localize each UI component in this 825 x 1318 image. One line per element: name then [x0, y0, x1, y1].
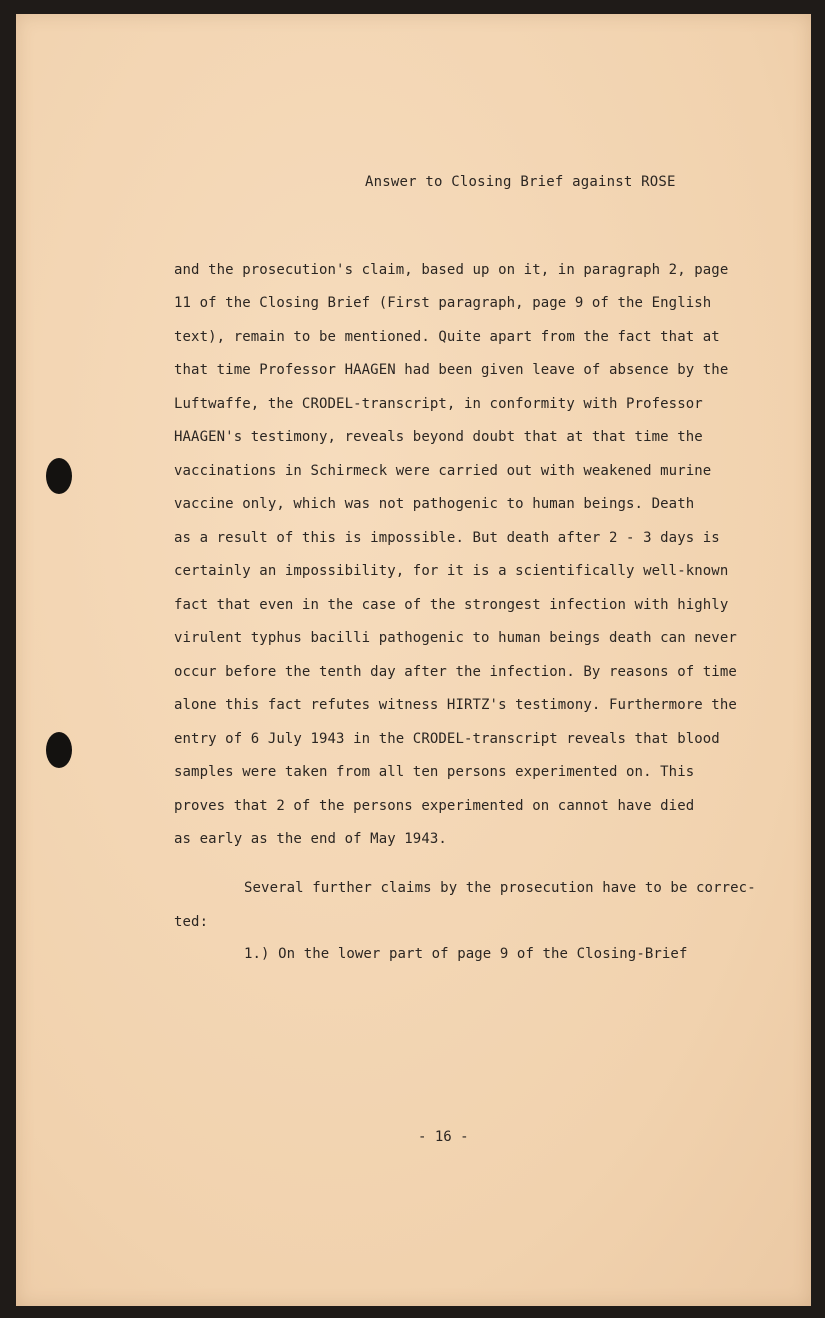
paragraph-2-line-1: Several further claims by the prosecution have to be correc-	[244, 880, 756, 896]
page-header: Answer to Closing Brief against ROSE	[365, 174, 676, 190]
paragraph-2-line-2: ted:	[174, 914, 209, 930]
body-line: vaccinations in Schirmeck were carried out with weakened murine	[174, 463, 712, 479]
body-line: 11 of the Closing Brief (First paragraph, page 9 of the English	[174, 295, 712, 311]
punch-hole-upper	[46, 458, 72, 494]
body-line: and the prosecution's claim, based up on it, in paragraph 2, page	[174, 262, 729, 278]
body-line: alone this fact refutes witness HIRTZ's testimony. Furthermore the	[174, 697, 737, 713]
body-line: text), remain to be mentioned. Quite apart from the fact that at	[174, 329, 720, 345]
body-line: virulent typhus bacilli pathogenic to human beings death can never	[174, 630, 737, 646]
document-page	[16, 14, 811, 1306]
body-line: entry of 6 July 1943 in the CRODEL-transcript reveals that blood	[174, 731, 720, 747]
body-line: occur before the tenth day after the infection. By reasons of time	[174, 664, 737, 680]
body-line: vaccine only, which was not pathogenic to human beings. Death	[174, 496, 695, 512]
body-line: as early as the end of May 1943.	[174, 831, 447, 847]
list-item-1: 1.) On the lower part of page 9 of the Closing-Brief	[244, 946, 688, 962]
body-line: samples were taken from all ten persons experimented on. This	[174, 764, 695, 780]
body-line: fact that even in the case of the strongest infection with highly	[174, 597, 729, 613]
body-line: that time Professor HAAGEN had been given leave of absence by the	[174, 362, 729, 378]
body-line: HAAGEN's testimony, reveals beyond doubt that at that time the	[174, 429, 703, 445]
body-line: Luftwaffe, the CRODEL-transcript, in conformity with Professor	[174, 396, 703, 412]
punch-hole-lower	[46, 732, 72, 768]
page-number: - 16 -	[418, 1129, 469, 1145]
body-line: proves that 2 of the persons experimented on cannot have died	[174, 798, 695, 814]
body-line: certainly an impossibility, for it is a scientifically well-known	[174, 563, 729, 579]
body-line: as a result of this is impossible. But death after 2 - 3 days is	[174, 530, 720, 546]
